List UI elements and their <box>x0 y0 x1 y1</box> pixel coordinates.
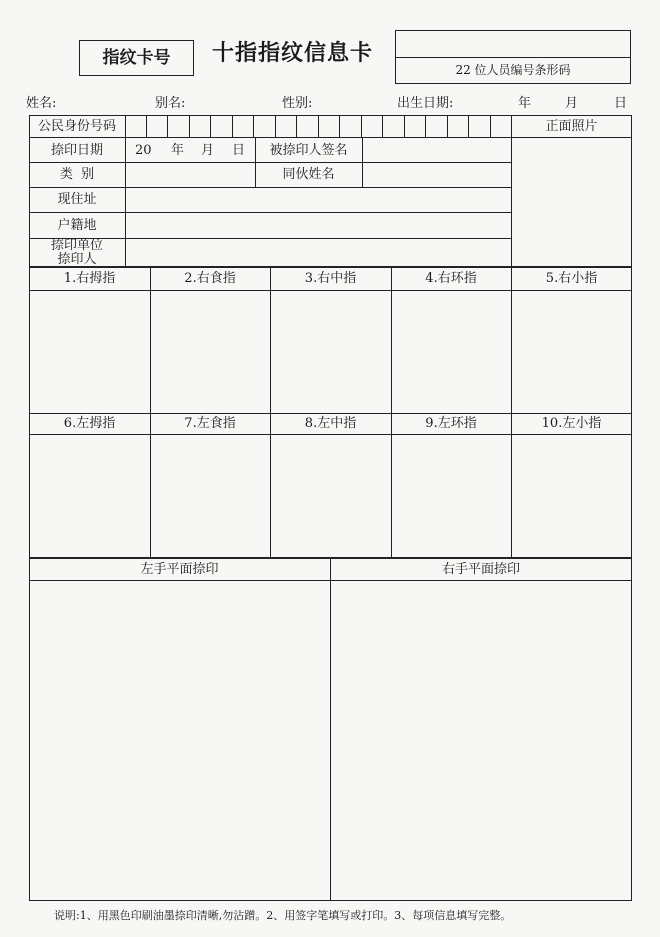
gender-label: 性别: <box>282 96 313 111</box>
finger-right-index: 2.右食指 <box>184 271 236 286</box>
id-number-label: 公民身份号码 <box>37 119 116 134</box>
barcode-label: 22 位人员编号条形码 <box>455 63 571 77</box>
finger-left-middle: 8.左中指 <box>304 416 357 431</box>
right-palm-label: 右手平面捺印 <box>441 562 520 577</box>
print-date-century[interactable]: 20 <box>135 143 152 158</box>
print-date-day: 日 <box>232 143 246 158</box>
finger-left-thumb: 6.左拇指 <box>63 416 116 431</box>
print-date-label: 捺印日期 <box>50 143 103 158</box>
photo-area[interactable] <box>512 138 631 266</box>
birth-year: 年 <box>518 96 532 111</box>
page-title: 十指指纹信息卡 <box>212 40 374 66</box>
finger-right-middle: 3.右中指 <box>304 271 357 286</box>
name-label: 姓名: <box>26 96 57 111</box>
household-label: 户籍地 <box>57 218 97 233</box>
printer-label: 捺印人 <box>57 252 97 267</box>
card-number-label: 指纹卡号 <box>102 48 171 68</box>
barcode-divider <box>395 57 631 58</box>
finger-right-ring: 4.右环指 <box>425 271 477 286</box>
finger-right-little: 5.右小指 <box>545 271 598 286</box>
photo-label: 正面照片 <box>545 119 598 134</box>
print-date-year: 年 <box>171 143 185 158</box>
footer-note: 说明:1、用黑色印刷油墨捺印清晰,勿沾蹭。2、用签字笔填写或打印。3、每项信息填写完整。 <box>54 909 512 922</box>
print-date-month: 月 <box>201 143 215 158</box>
finger-left-little: 10.左小指 <box>541 416 602 431</box>
birth-month: 月 <box>565 96 579 111</box>
left-palm-label: 左手平面捺印 <box>140 562 219 577</box>
unit-label: 捺印单位 <box>50 238 103 253</box>
finger-right-thumb: 1.右拇指 <box>63 271 116 286</box>
category-label: 类 别 <box>59 167 95 182</box>
signature-label: 被捺印人签名 <box>269 143 348 158</box>
address-label: 现住址 <box>57 192 97 207</box>
birth-day: 日 <box>614 96 628 111</box>
alias-label: 别名: <box>155 96 186 111</box>
finger-left-ring: 9.左环指 <box>425 416 477 431</box>
accomplice-label: 同伙姓名 <box>282 167 335 182</box>
birth-date-label: 出生日期: <box>397 96 454 111</box>
finger-left-index: 7.左食指 <box>184 416 236 431</box>
